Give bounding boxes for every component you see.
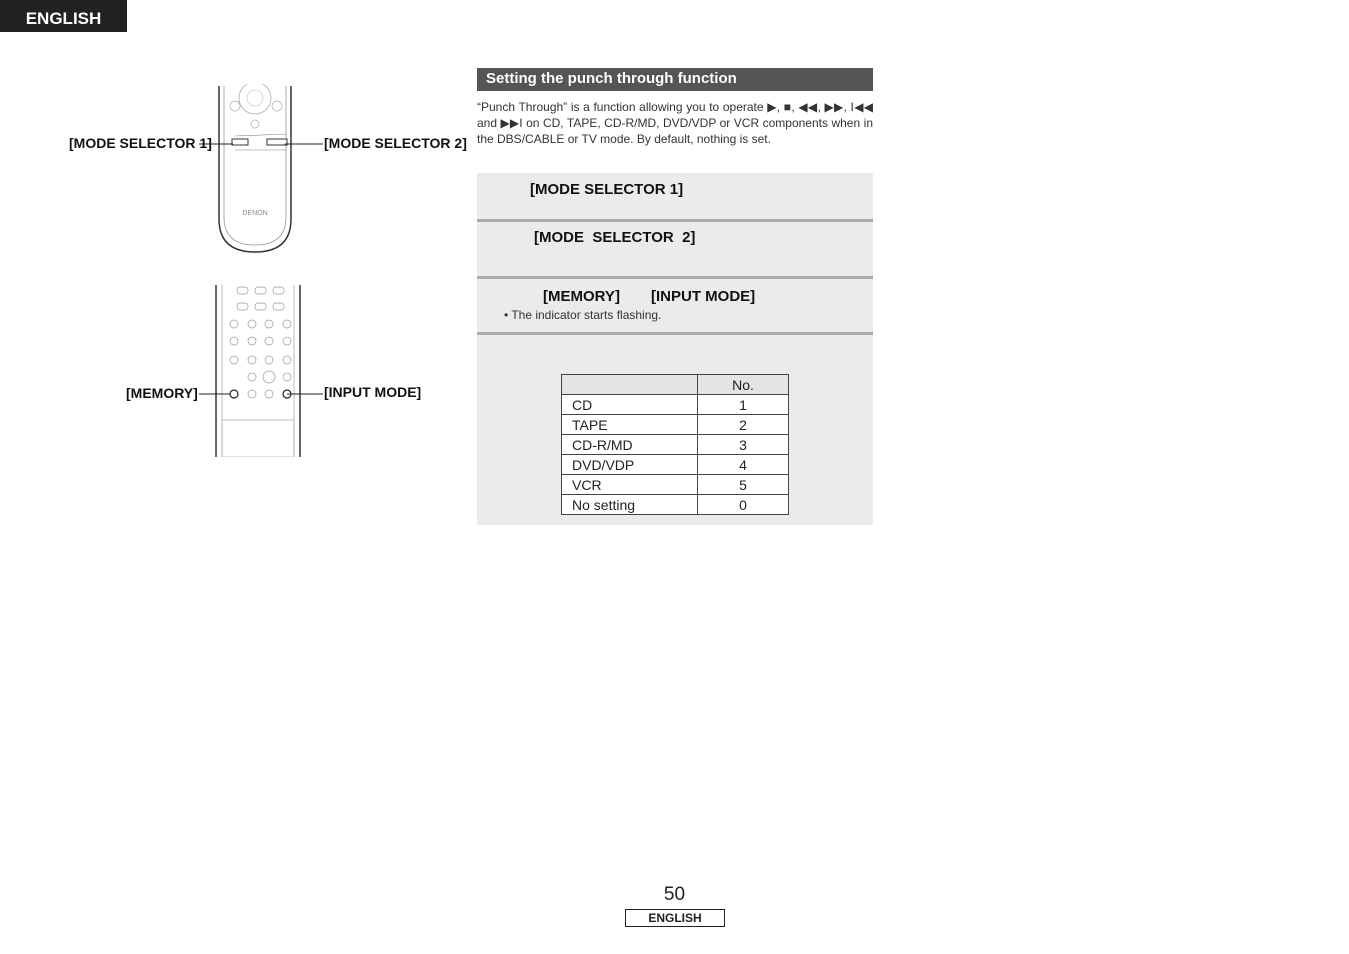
step-3-note: • The indicator starts flashing. [504, 308, 662, 322]
step-3 [477, 279, 873, 332]
table-row [562, 395, 789, 415]
table-row [562, 415, 789, 435]
language-tab: ENGLISH [0, 0, 127, 32]
callout-mode-selector-1: [MODE SELECTOR 1] [69, 135, 212, 151]
table-row [562, 475, 789, 495]
table-cell-name: CD-R/MD [562, 435, 698, 455]
remote-illustration-bottom [205, 285, 310, 457]
callout-mode-selector-2: [MODE SELECTOR 2] [324, 135, 467, 151]
callout-lines-bottom [195, 385, 325, 405]
table-cell-no: 0 [698, 495, 789, 515]
remote-logo: DENON [242, 210, 268, 217]
table-cell-name: No setting [562, 495, 698, 515]
step-4 [477, 335, 873, 525]
callout-lines-top [195, 130, 325, 155]
intro-paragraph: “Punch Through” is a function allowing you to operate ▶, ■, ◀◀, ▶▶, I◀◀ and ▶▶I on CD, TAPE, CD-R/MD, DVD/VDP or VCR components when in the DBS/CABLE or TV mode. By default, nothing is set. [477, 100, 873, 146]
step-1 [477, 173, 873, 219]
step-2-key: [MODE SELECTOR 2] [534, 229, 696, 246]
table-cell-no: 4 [698, 455, 789, 475]
code-table [561, 374, 789, 515]
table-cell-name: TAPE [562, 415, 698, 435]
table-header-cell [562, 375, 698, 395]
table-header-cell: No. [698, 375, 789, 395]
table-cell-no: 5 [698, 475, 789, 495]
callout-input-mode: [INPUT MODE] [324, 384, 422, 400]
table-cell-no: 3 [698, 435, 789, 455]
table-row [562, 435, 789, 455]
step-2 [477, 222, 873, 276]
remote-illustration-top [195, 84, 315, 254]
step-1-key: [MODE SELECTOR 1] [530, 181, 684, 198]
table-cell-name: CD [562, 395, 698, 415]
page-number: 50 [663, 884, 686, 905]
table-cell-name: DVD/VDP [562, 455, 698, 475]
table-row [562, 455, 789, 475]
table-row [562, 495, 789, 515]
table-cell-name: VCR [562, 475, 698, 495]
step-3-key-memory: [MEMORY] [543, 288, 620, 305]
table-cell-no: 2 [698, 415, 789, 435]
footer-language: ENGLISH [625, 909, 725, 927]
section-title: Setting the punch through function [477, 68, 873, 91]
table-header-row [562, 375, 789, 395]
callout-memory: [MEMORY] [126, 385, 198, 401]
table-cell-no: 1 [698, 395, 789, 415]
step-3-key-input-mode: [INPUT MODE] [651, 288, 756, 305]
